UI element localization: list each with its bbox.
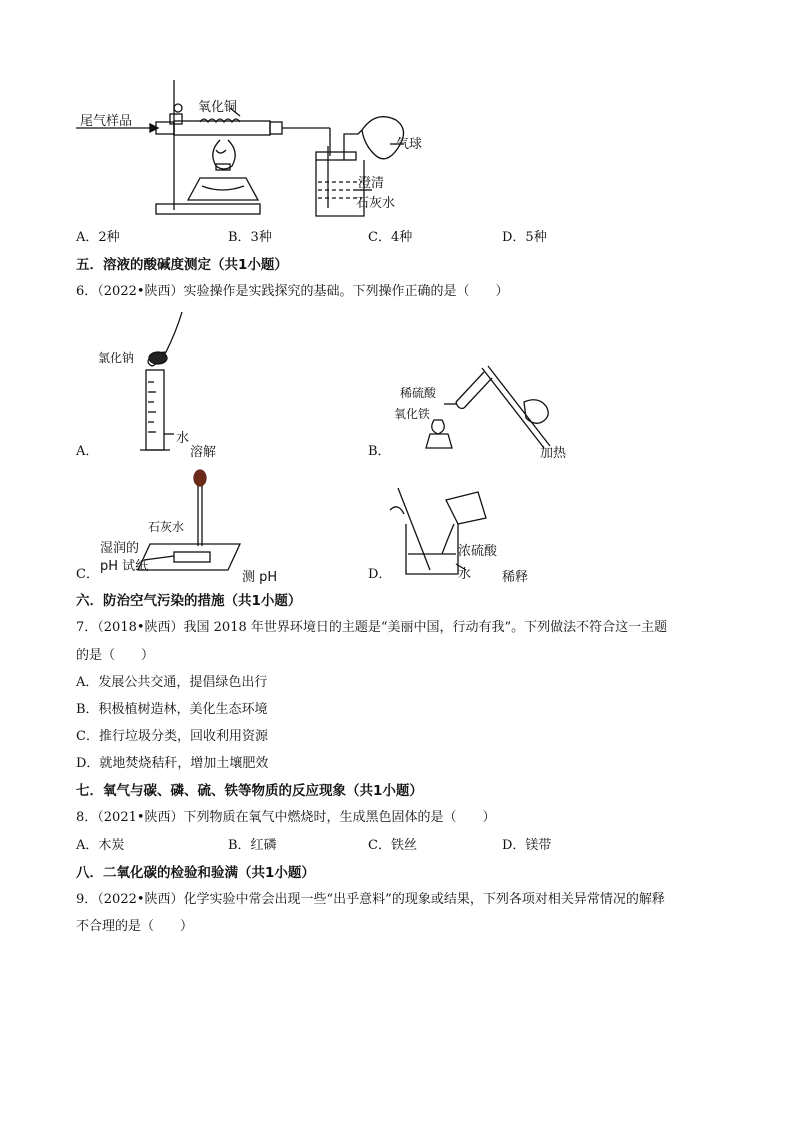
- q8-option-b: B．红磷: [228, 838, 277, 853]
- label-d-caption: 稀释: [502, 570, 529, 585]
- q5-option-b: B．3种: [228, 230, 272, 245]
- q6-option-a: A．: [76, 444, 99, 459]
- label-b-caption: 加热: [540, 446, 567, 461]
- q8-option-a: A．木炭: [76, 838, 125, 853]
- label-c-paper-1: 湿润的: [100, 541, 140, 556]
- label-a-caption: 溶解: [190, 445, 217, 460]
- q8-option-d: D．镁带: [502, 838, 552, 853]
- label-balloon: 气球: [396, 137, 423, 152]
- figure-d-dilute: [394, 484, 504, 584]
- q9-stem-line1: 9．（2022•陕西）化学实验中常会出现一些“出乎意料”的现象或结果，下列各项对相关异常情况的解释: [76, 892, 665, 907]
- q6-option-c: C．: [76, 567, 99, 582]
- q7-option-b: B．积极植树造林，美化生态环境: [76, 702, 268, 717]
- q7-option-a: A．发展公共交通，提倡绿色出行: [76, 675, 268, 690]
- label-a-water: 水: [176, 431, 190, 446]
- q5-option-d: D．5种: [502, 230, 547, 245]
- section-heading-7: 七．氧气与碳、磷、硫、铁等物质的反应现象（共1小题）: [76, 783, 423, 799]
- section-heading-8: 八．二氧化碳的检验和验满（共1小题）: [76, 865, 315, 881]
- label-d-acid: 浓硫酸: [458, 544, 498, 559]
- q7-stem-line2: 的是（ ）: [76, 648, 155, 663]
- q8-option-c: C．铁丝: [368, 838, 417, 853]
- q7-option-c: C．推行垃圾分类，回收利用资源: [76, 729, 268, 744]
- label-c-paper-2: pH 试纸: [100, 559, 149, 574]
- q8-stem: 8．（2021•陕西）下列物质在氧气中燃烧时，生成黑色固体的是（ ）: [76, 810, 496, 825]
- label-d-water: 水: [458, 567, 472, 582]
- figure-a-dissolve: [134, 308, 217, 460]
- q5-option-a: A．2种: [76, 230, 120, 245]
- label-c-caption: 测 pH: [242, 570, 278, 585]
- label-b-oxide: 氧化铁: [394, 407, 431, 421]
- q6-option-d: D．: [368, 567, 392, 582]
- label-copper-oxide: 氧化铜: [198, 100, 238, 115]
- label-inlet: 尾气样品: [80, 114, 133, 129]
- q5-option-c: C．4种: [368, 230, 413, 245]
- section-heading-6: 六．防治空气污染的措施（共1小题）: [76, 593, 302, 609]
- label-limewater-1: 澄清: [358, 176, 385, 191]
- apparatus-drawing: [70, 78, 490, 218]
- section-heading-5: 五．溶液的酸碱度测定（共1小题）: [76, 257, 288, 273]
- label-c-limewater: 石灰水: [148, 520, 185, 534]
- label-b-acid: 稀硫酸: [400, 386, 437, 400]
- q7-stem-line1: 7．（2018•陕西）我国 2018 年世界环境日的主题是“美丽中国，行动有我”。下列做法不符合这一主题: [76, 620, 668, 635]
- q7-option-d: D．就地焚烧秸秆，增加土壤肥效: [76, 756, 269, 771]
- label-a-salt: 氯化钠: [98, 351, 135, 365]
- q6-stem: 6．（2022•陕西）实验操作是实践探究的基础。下列操作正确的是（ ）: [76, 284, 509, 299]
- label-limewater-2: 石灰水: [356, 196, 396, 211]
- q9-stem-line2: 不合理的是（ ）: [76, 919, 194, 934]
- q6-option-b: B．: [368, 444, 391, 459]
